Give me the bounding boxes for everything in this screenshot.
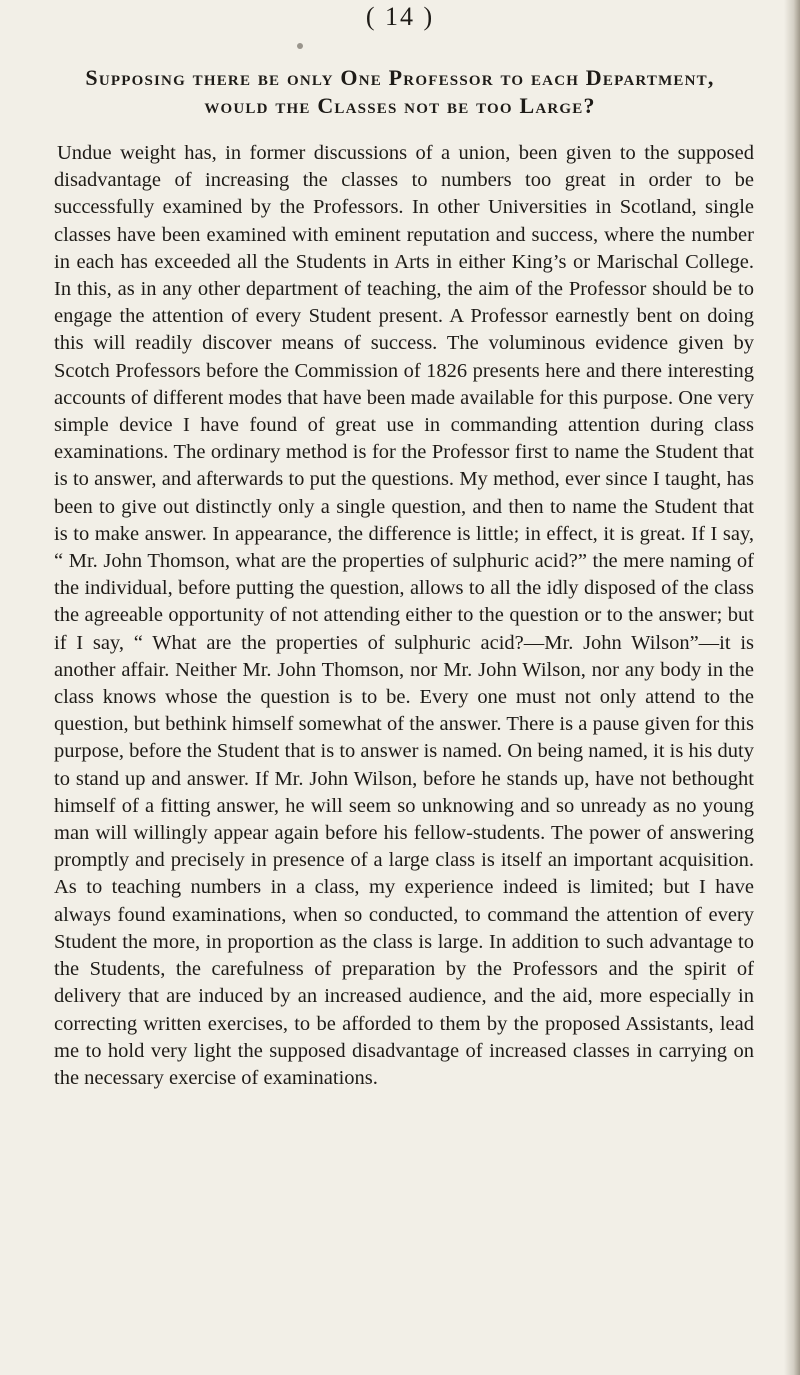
page-number: ( 14 ) [365, 2, 435, 31]
section-heading-line-1: Supposing there be only One Professor to each Department, [85, 65, 715, 90]
page-edge-shadow [784, 0, 800, 1375]
ink-speck [297, 43, 303, 49]
body-paragraph: Undue weight has, in former discussions of a union, been given to the supposed disadvantage of increasing the classes to numbers too great in order to be successfully examined by the Professors. In other Universities in Scotland, single classes have been examined with eminent reputation and success, where the number in each has exceeded all the Students in Arts in either King’s or Marischal College. In this, as in any other department of teaching, the aim of the Professor should be to engage the attention of every Student present. A Professor earnestly bent on doing this will readily discover means of success. The voluminous evidence given by Scotch Professors before the Commission of 1826 presents here and there interesting accounts of different modes that have been made available for this purpose. One very simple device I have found of great use in commanding attention during class examinations. The ordinary method is for the Professor first to name the Student that is to answer, and afterwards to put the questions. My method, ever since I taught, has been to give out distinctly only a single question, and then to name the Student that is to make answer. In appearance, the difference is little; in effect, it is great. If I say, “ Mr. John Thomson, what are the properties of sulphuric acid?” the mere naming of the individual, before putting the question, allows to all the idly disposed of the class the agreeable opportunity of not attending either to the question or to the answer; but if I say, “ What are the properties of sulphuric acid?—Mr. John Wilson”—it is another affair. Neither Mr. John Thomson, nor Mr. John Wilson, nor any body in the class knows whose the question is to be. Every one must not only attend to the question, but bethink himself somewhat of the answer. There is a pause given for this purpose, before the Student that is to answer is named. On being named, it is his duty to stand up and answer. If Mr. John Wilson, before he stands up, have not bethought himself of a fitting answer, he will seem so unknowing and so unready as no young man will willingly appear again before his fellow-students. The power of answering promptly and precisely in presence of a large class is itself an important acquisition. As to teaching numbers in a class, my experience indeed is limited; but I have always found examinations, when so conducted, to command the attention of every Student the more, in proportion as the class is large. In addition to such advantage to the Students, the carefulness of preparation by the Professors and the spirit of delivery that are induced by an increased audience, and the aid, more especially in correcting written exercises, to be afforded to them by the proposed Assistants, lead me to hold very light the supposed disadvantage of increased classes in carrying on the necessary exercise of examinations. [54, 142, 754, 1089]
section-heading [40, 64, 760, 120]
section-heading-line-2: would the Classes not be too Large? [204, 93, 596, 118]
